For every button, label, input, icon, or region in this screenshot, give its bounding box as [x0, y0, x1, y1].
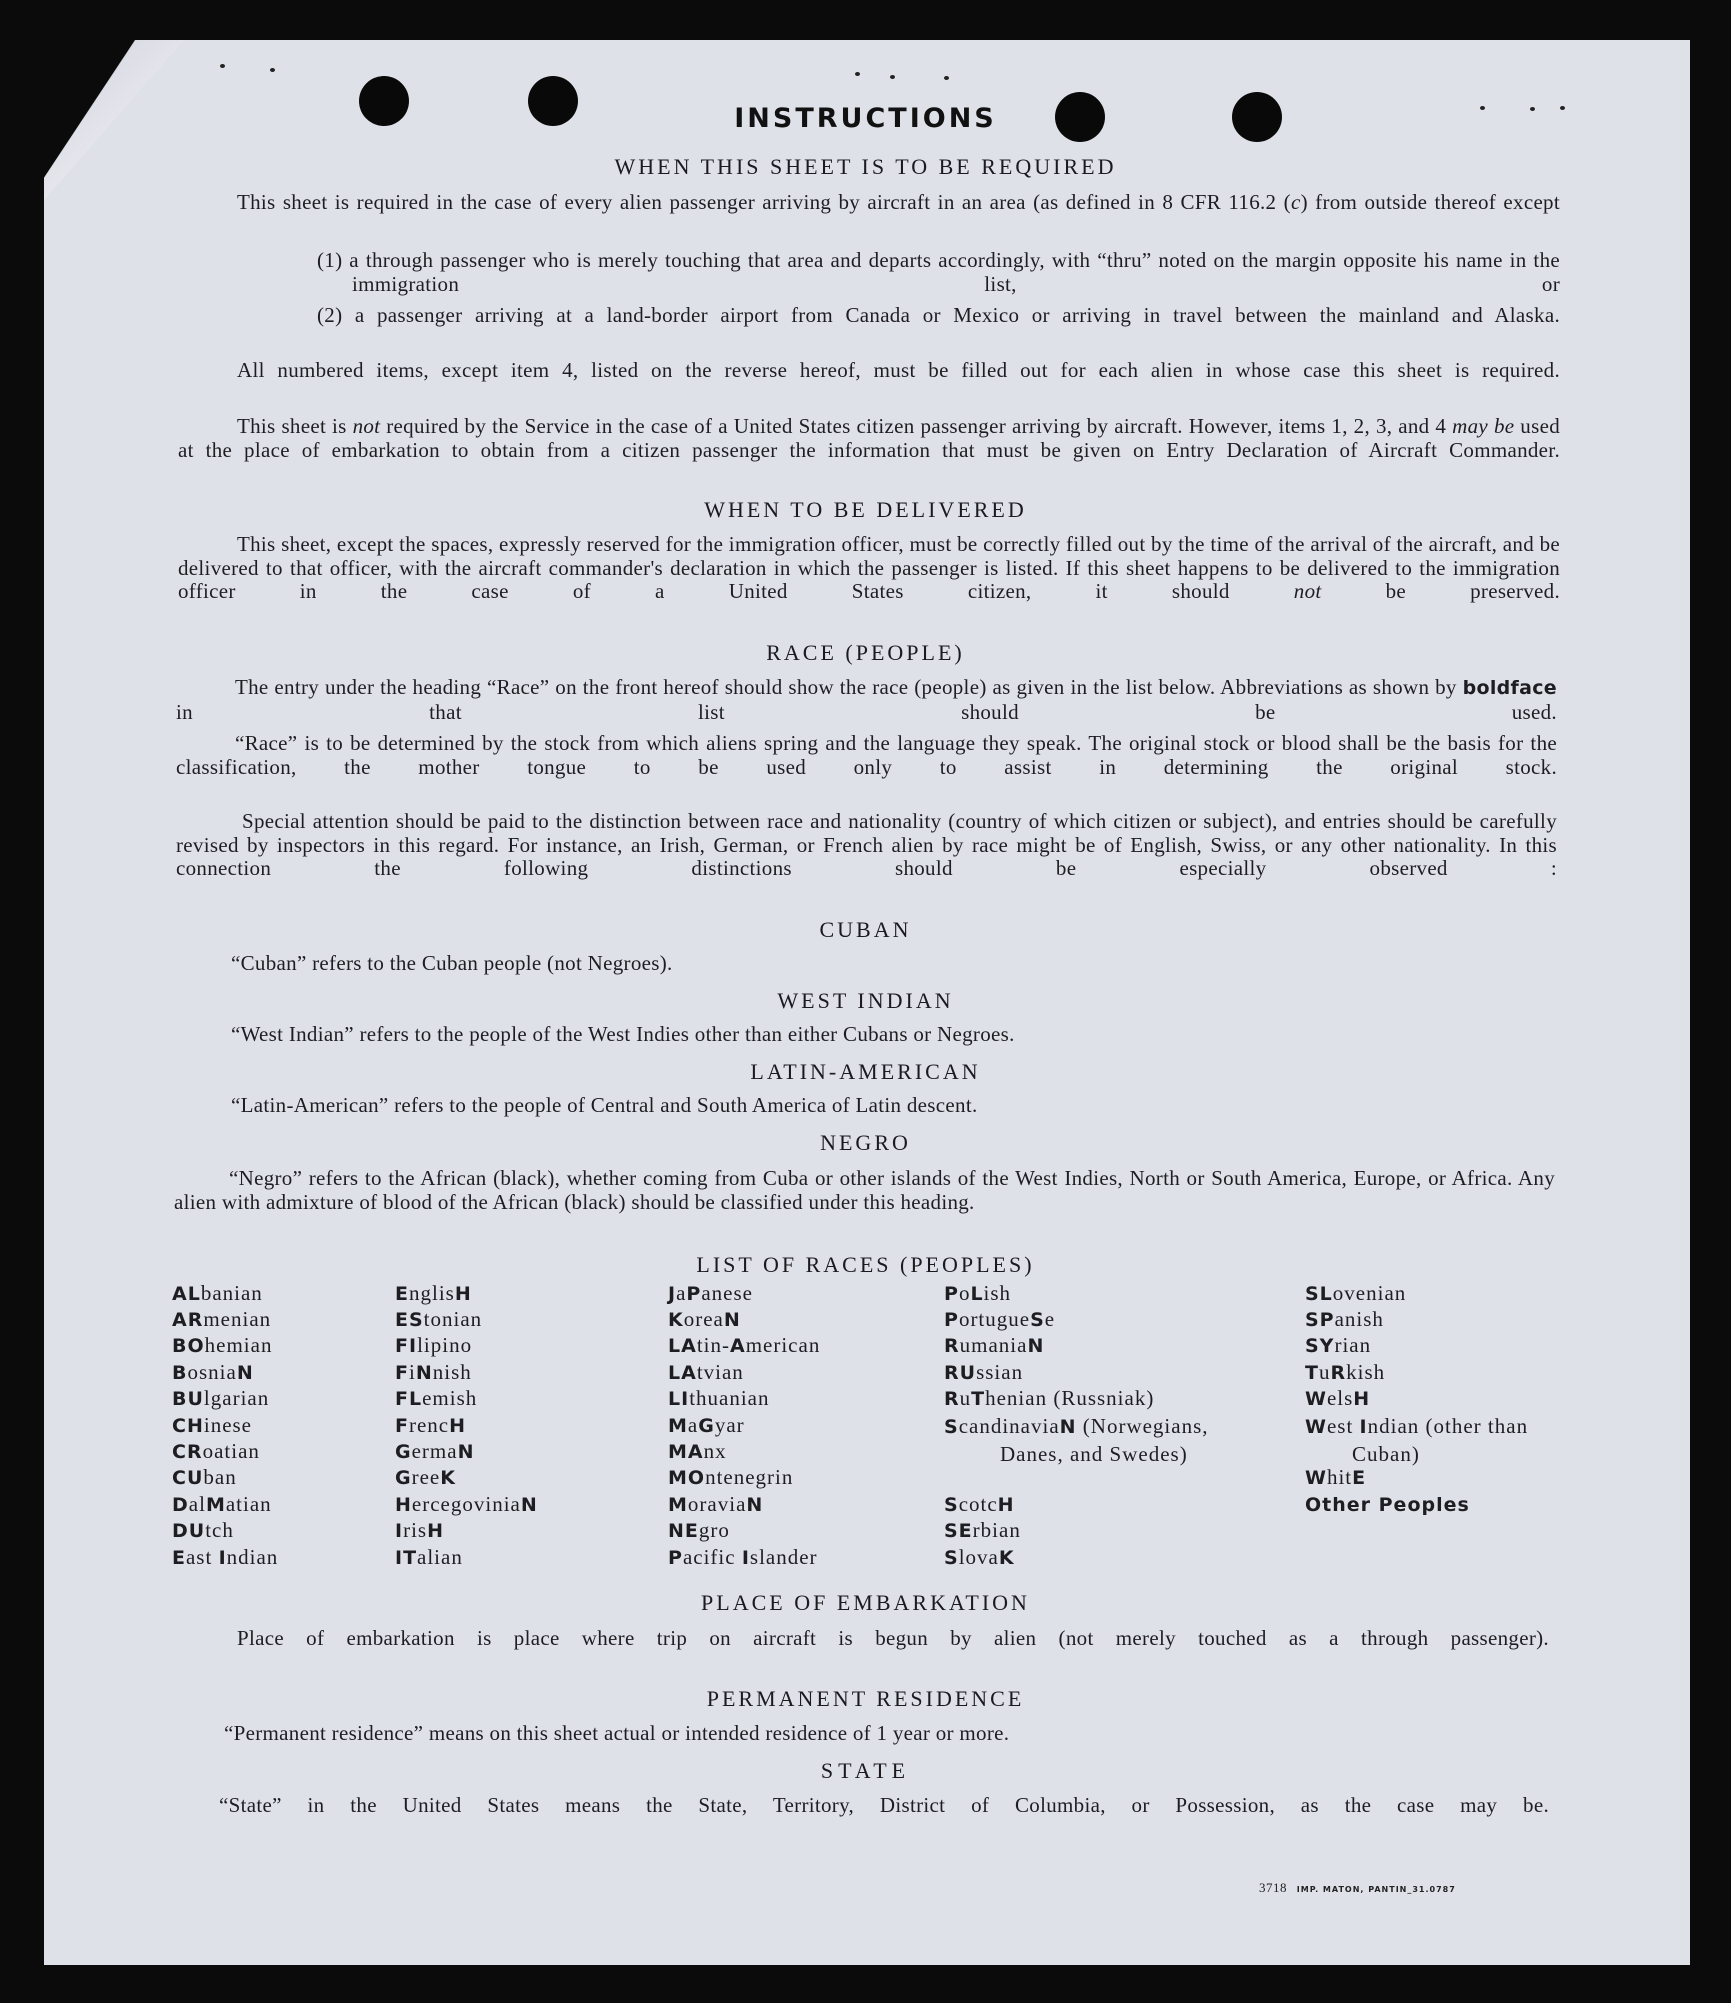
race-italian: ITalian [395, 1545, 463, 1569]
page-title: INSTRUCTIONS [734, 103, 997, 134]
race-japanese: JaPanese [668, 1281, 753, 1305]
race-german: GermaN [395, 1439, 475, 1463]
race-montenegrin: MOntenegrin [668, 1465, 794, 1489]
section-heading-embarkation: PLACE OF EMBARKATION [701, 1590, 1030, 1615]
section-heading-negro: NEGRO [820, 1130, 911, 1155]
race-russian: RUssian [944, 1360, 1024, 1384]
race-english: EnglisH [395, 1281, 472, 1305]
section-heading-required: WHEN THIS SHEET IS TO BE REQUIRED [614, 154, 1117, 179]
ink-speck [270, 68, 275, 72]
race-polish: PoLish [944, 1281, 1012, 1305]
race-serbian: SErbian [944, 1518, 1021, 1542]
race-syrian: SYrian [1305, 1333, 1372, 1357]
ink-speck [220, 64, 225, 68]
race-pacific-islander: Pacific Islander [668, 1545, 818, 1569]
race-manx: MAnx [668, 1439, 727, 1463]
race-spanish: SPanish [1305, 1307, 1384, 1331]
race-cuban: CUban [172, 1465, 237, 1489]
race-latin-american: LAtin-American [668, 1333, 821, 1357]
race-korean: KoreaN [668, 1307, 741, 1331]
required-paragraph-3: This sheet is not required by the Service in the case of a United States citizen passenger arriving by aircraft. However, items 1, 2, 3, and 4 may be used at the place of embarkation to obtain from a citizen passenger the information that must be given on Entry Declaration of Aircraft Commander. [178, 414, 1560, 462]
race-lithuanian: LIthuanian [668, 1386, 770, 1410]
race-paragraph-2: “Race” is to be determined by the stock from which aliens spring and the language they speak. The original stock or blood shall be the basis for the classification, the mother tongue to be used only to assist in determining the original stock. [176, 731, 1557, 779]
race-welsh: WelsH [1305, 1386, 1371, 1410]
required-paragraph-1: This sheet is required in the case of every alien passenger arriving by aircraft in an area (as defined in 8 CFR 116.2 (c) from outside thereof except [237, 190, 1560, 214]
delivered-paragraph: This sheet, except the spaces, expressly reserved for the immigration officer, must be correctly filled out by the time of the arrival of the aircraft, and be delivered to that officer, with the aircraft commander's declaration in which the passenger is listed. If this sheet happens to be delivered to the immigration officer in the case of a United States citizen, it should not be preserved. [178, 532, 1560, 603]
section-heading-race: RACE (PEOPLE) [766, 640, 965, 665]
section-heading-delivered: WHEN TO BE DELIVERED [704, 497, 1027, 522]
race-scandinavian: ScandinaviaN (Norwegians, Danes, and Swedes) [944, 1414, 1209, 1466]
state-paragraph: “State” in the United States means the State, Territory, District of Columbia, or Possession, as the case may be. [219, 1793, 1549, 1817]
ink-speck [944, 76, 949, 80]
race-dutch: DUtch [172, 1518, 234, 1542]
race-turkish: TuRkish [1305, 1360, 1386, 1384]
race-slovak: SlovaK [944, 1545, 1015, 1569]
latin-american-paragraph: “Latin-American” refers to the people of Central and South America of Latin descent. [231, 1093, 978, 1117]
required-paragraph-2: All numbered items, except item 4, listed on the reverse hereof, must be filled out for each alien in whose case this sheet is required. [237, 358, 1560, 382]
section-heading-cuban: CUBAN [819, 917, 912, 942]
race-latvian: LAtvian [668, 1360, 744, 1384]
race-portuguese: PortugueSe [944, 1307, 1056, 1331]
race-east-indian: East Indian [172, 1545, 279, 1569]
list-of-races-heading: LIST OF RACES (PEOPLES) [696, 1252, 1035, 1277]
race-scotch: ScotcH [944, 1492, 1015, 1516]
ink-speck [855, 72, 860, 76]
west-indian-paragraph: “West Indian” refers to the people of the West Indies other than either Cubans or Negroes. [231, 1022, 1015, 1046]
cuban-paragraph: “Cuban” refers to the Cuban people (not Negroes). [231, 951, 673, 975]
section-heading-west-indian: WEST INDIAN [777, 988, 954, 1013]
race-slovenian: SLovenian [1305, 1281, 1407, 1305]
form-footer [1259, 1880, 1456, 1896]
race-paragraph-3: Special attention should be paid to the distinction between race and nationality (country of which citizen or subject), and entries should be carefully revised by inspectors in this regard. For instance, an Irish, German, or French alien by race might be of English, Swiss, or any other nationality. In this connection the following distinctions should be especially observed : [176, 809, 1557, 880]
embarkation-paragraph: Place of embarkation is place where trip on aircraft is begun by alien (not merely touched as a through passenger). [237, 1626, 1549, 1650]
race-albanian: ALbanian [172, 1281, 263, 1305]
race-flemish: FLemish [395, 1386, 478, 1410]
form-number: 3718 [1259, 1880, 1287, 1895]
race-ruthenian: RuThenian (Russniak) [944, 1386, 1155, 1410]
race-croatian: CRoatian [172, 1439, 260, 1463]
required-exception-1: (1) a through passenger who is merely touching that area and departs accordingly, with “thru” noted on the margin opposite his name in the immigration list, or [317, 248, 1560, 296]
race-bohemian: BOhemian [172, 1333, 273, 1357]
race-white: WhitE [1305, 1465, 1367, 1489]
residence-paragraph: “Permanent residence” means on this sheet actual or intended residence of 1 year or more. [224, 1721, 1010, 1745]
race-rumanian: RumaniaN [944, 1333, 1045, 1357]
race-hercegovinian: HercegoviniaN [395, 1492, 538, 1516]
race-negro: NEgro [668, 1518, 730, 1542]
section-heading-state: STATE [820, 1758, 911, 1783]
race-dalmatian: DalMatian [172, 1492, 272, 1516]
race-filipino: FIlipino [395, 1333, 473, 1357]
race-finnish: FiNnish [395, 1360, 472, 1384]
race-armenian: ARmenian [172, 1307, 272, 1331]
race-estonian: EStonian [395, 1307, 483, 1331]
race-chinese: CHinese [172, 1413, 253, 1437]
race-other-peoples: Other Peoples [1305, 1494, 1470, 1516]
race-magyar: MaGyar [668, 1413, 745, 1437]
race-irish: IrisH [395, 1518, 444, 1542]
section-heading-residence: PERMANENT RESIDENCE [706, 1686, 1025, 1711]
required-exception-2: (2) a passenger arriving at a land-border airport from Canada or Mexico or arriving in travel between the mainland and Alaska. [317, 303, 1560, 327]
race-french: FrencH [395, 1413, 467, 1437]
race-moravian: MoraviaN [668, 1492, 764, 1516]
section-heading-latin-american: LATIN-AMERICAN [750, 1059, 981, 1084]
race-greek: GreeK [395, 1465, 456, 1489]
negro-paragraph: “Negro” refers to the African (black), whether coming from Cuba or other islands of the West Indies, North or South America, Europe, or Africa. Any alien with admixture of blood of the African (black) should be classified under this heading. [174, 1166, 1555, 1214]
race-bulgarian: BUlgarian [172, 1386, 270, 1410]
printer-imprint: IMP. MATON, PANTIN_31.0787 [1296, 1885, 1456, 1894]
ink-speck [890, 75, 895, 79]
race-west-indian: West Indian (other than Cuban) [1305, 1414, 1529, 1466]
race-paragraph-1: The entry under the heading “Race” on the front hereof should show the race (people) as given in the list below. Abbreviations as shown by boldface in that list should be used. [176, 675, 1557, 724]
race-bosnian: BosniaN [172, 1360, 254, 1384]
